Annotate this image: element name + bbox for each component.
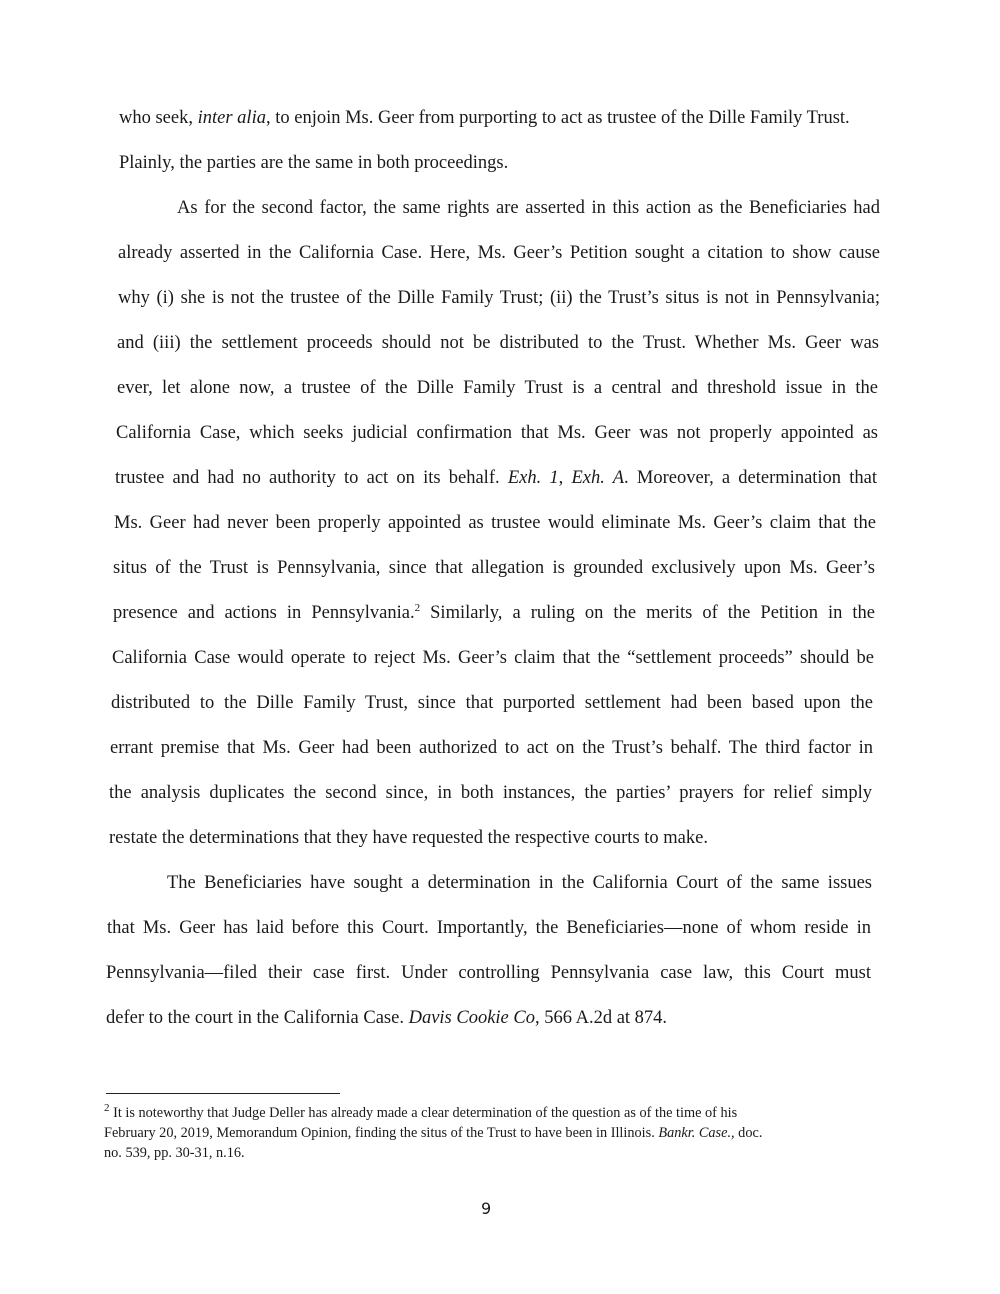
body-line	[110, 737, 873, 759]
body-line	[112, 647, 874, 669]
text-segment: why (i) she is not the trustee of the Dille Family Trust; (ii) the Trust’s situs is not in Pennsylvania;	[118, 288, 880, 308]
text-segment: California Case, which seeks judicial confirmation that Ms. Geer was not properly appointed as	[116, 423, 878, 443]
body-line	[177, 197, 880, 219]
text-segment: Ms. Geer had never been properly appointed as trustee would eliminate Ms. Geer’s claim that the	[114, 513, 876, 533]
text-segment: Similarly, a ruling on the merits of the Petition in the	[420, 603, 876, 623]
text-segment: ,	[558, 468, 572, 488]
body-line	[119, 107, 883, 129]
text-segment: , doc.	[731, 1125, 763, 1141]
footnote-line	[104, 1124, 762, 1143]
text-segment: . Moreover, a determination that	[624, 468, 877, 488]
body-line	[118, 287, 880, 309]
text-segment: , 566 A.2d at 874.	[534, 1008, 668, 1028]
footnote-line	[104, 1144, 245, 1163]
text-segment: the analysis duplicates the second since, in both instances, the parties’ prayers for relief simply	[109, 783, 872, 803]
text-segment: no. 539, pp. 30-31, n.16.	[104, 1145, 245, 1161]
body-line	[111, 692, 873, 714]
body-line	[116, 422, 878, 444]
text-segment: restate the determinations that they have requested the respective courts to make.	[109, 828, 708, 848]
text-segment: presence and actions in Pennsylvania.	[113, 603, 415, 623]
text-segment: February 20, 2019, Memorandum Opinion, finding the situs of the Trust to have been in Illinois.	[104, 1125, 659, 1141]
body-line	[106, 1007, 667, 1029]
body-line	[119, 152, 508, 174]
italic-text: Davis Cookie Co	[408, 1008, 535, 1028]
body-line	[109, 782, 872, 804]
body-line	[115, 467, 877, 489]
text-segment: , to enjoin Ms. Geer from purporting to act as trustee of the Dille Family Trust.	[265, 108, 850, 128]
text-segment: and (iii) the settlement proceeds should not be distributed to the Trust. Whether Ms. Geer was	[117, 333, 879, 353]
body-line	[118, 242, 880, 264]
text-segment: Plainly, the parties are the same in both proceedings.	[119, 153, 509, 173]
body-line	[117, 332, 879, 354]
body-line	[106, 962, 871, 984]
footnote-divider	[106, 1093, 340, 1094]
body-line	[113, 557, 875, 579]
text-segment: that Ms. Geer has laid before this Court. Importantly, the Beneficiaries—none of whom reside in	[107, 918, 871, 938]
body-line	[117, 377, 878, 399]
text-segment: distributed to the Dille Family Trust, since that purported settlement had been based upon the	[111, 693, 873, 713]
body-line	[114, 512, 876, 534]
text-segment: who seek,	[119, 108, 198, 128]
body-line	[109, 827, 708, 849]
text-segment: ever, let alone now, a trustee of the Dille Family Trust is a central and threshold issue in the	[117, 378, 878, 398]
text-segment: defer to the court in the California Case.	[106, 1008, 409, 1028]
page-number: 9	[481, 1199, 492, 1218]
text-segment: As for the second factor, the same rights are asserted in this action as the Beneficiaries had	[177, 198, 880, 218]
italic-text: Bankr. Case.	[658, 1125, 732, 1141]
text-segment: errant premise that Ms. Geer had been authorized to act on the Trust’s behalf. The third factor in	[110, 738, 873, 758]
body-line	[107, 917, 871, 939]
text-segment: situs of the Trust is Pennsylvania, since that allegation is grounded exclusively upon Ms. Geer’s	[113, 558, 875, 578]
italic-text: Exh. A	[571, 468, 625, 488]
text-segment: It is noteworthy that Judge Deller has already made a clear determination of the question as of the time of his	[109, 1105, 738, 1121]
text-segment: Pennsylvania—filed their case first. Under controlling Pennsylvania case law, this Court must	[106, 963, 871, 983]
body-line	[167, 872, 872, 894]
text-segment: California Case would operate to reject Ms. Geer’s claim that the “settlement proceeds” should be	[112, 648, 874, 668]
text-segment: The Beneficiaries have sought a determination in the California Court of the same issues	[167, 873, 872, 893]
italic-text: Exh. 1	[507, 468, 559, 488]
text-segment: trustee and had no authority to act on its behalf.	[115, 468, 508, 488]
text-segment: already asserted in the California Case. Here, Ms. Geer’s Petition sought a citation to show cause	[118, 243, 880, 263]
footnote-ref: 2	[104, 1102, 110, 1115]
footnote-line	[104, 1104, 737, 1123]
italic-text: inter alia	[197, 108, 266, 128]
footnote-ref: 2	[414, 601, 421, 614]
body-line	[113, 602, 875, 624]
